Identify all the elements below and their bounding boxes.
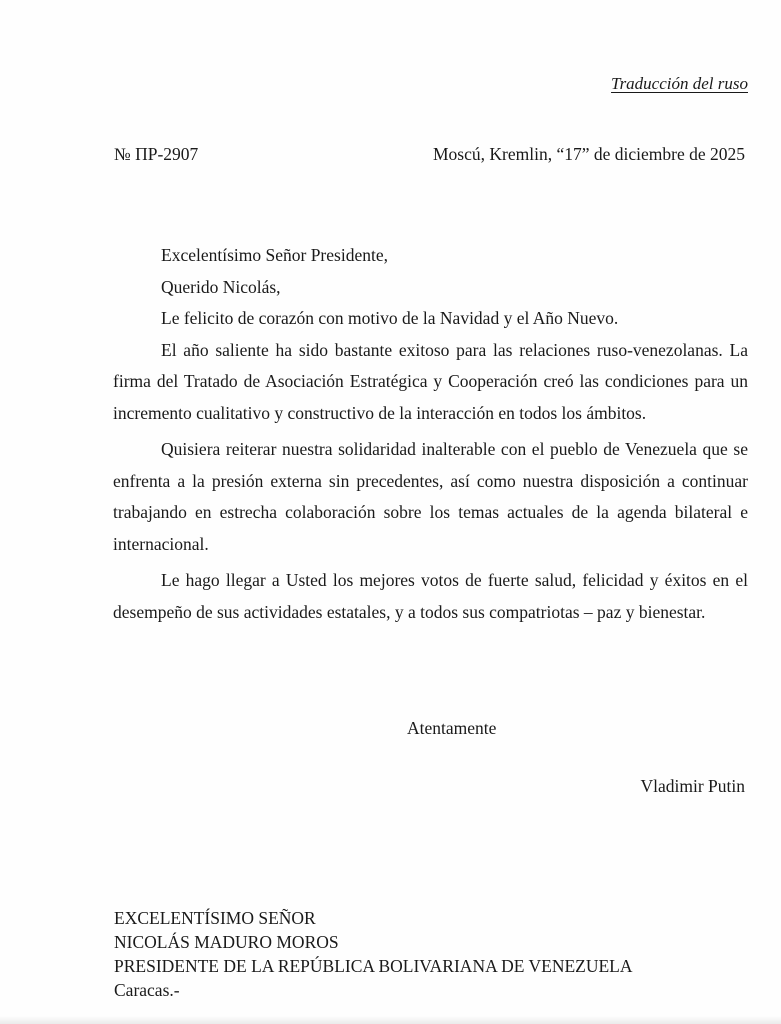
salutation: Excelentísimo Señor Presidente, bbox=[161, 245, 388, 265]
reference-number: № ПР-2907 bbox=[114, 144, 199, 164]
recipient-name: NICOLÁS MADURO MOROS bbox=[114, 932, 339, 952]
signatory-name: Vladimir Putin bbox=[640, 776, 745, 796]
place-and-date: Moscú, Kremlin, “17” de diciembre de 2025 bbox=[433, 144, 745, 164]
scan-edge bbox=[0, 1016, 781, 1024]
greeting: Querido Nicolás, bbox=[161, 276, 281, 297]
paragraph-congratulation: Le felicito de corazón con motivo de la Navidad y el Año Nuevo. bbox=[161, 308, 619, 328]
translation-note: Traducción del ruso bbox=[611, 74, 748, 93]
letter-body bbox=[113, 240, 748, 628]
closing: Atentamente bbox=[407, 718, 497, 738]
recipient-position: PRESIDENTE DE LA REPÚBLICA BOLIVARIANA DE VENEZUELA bbox=[114, 956, 633, 976]
recipient-block bbox=[114, 906, 633, 1002]
paragraph-solidarity: Quisiera reiterar nuestra solidaridad inalterable con el pueblo de Venezuela que se enfrenta a la presión externa sin precedentes, así como nuestra disposición a continuar trabajando en estrecha colaboración sobre los temas actuales de la agenda bilateral e internacional. bbox=[113, 439, 748, 554]
paragraph-wishes: Le hago llegar a Usted los mejores votos de fuerte salud, felicidad y éxitos en el desempeño de sus actividades estatales, y a todos sus compatriotas – paz y bienestar. bbox=[113, 570, 748, 622]
paragraph-relations: El año saliente ha sido bastante exitoso para las relaciones ruso-venezolanas. La firma del Tratado de Asociación Estratégica y Cooperación creó las condiciones para un incremento cualitativo y constructivo de la interacción en todos los ámbitos. bbox=[113, 339, 748, 423]
recipient-title: EXCELENTÍSIMO SEÑOR bbox=[114, 908, 316, 928]
recipient-city: Caracas.- bbox=[114, 980, 180, 1000]
